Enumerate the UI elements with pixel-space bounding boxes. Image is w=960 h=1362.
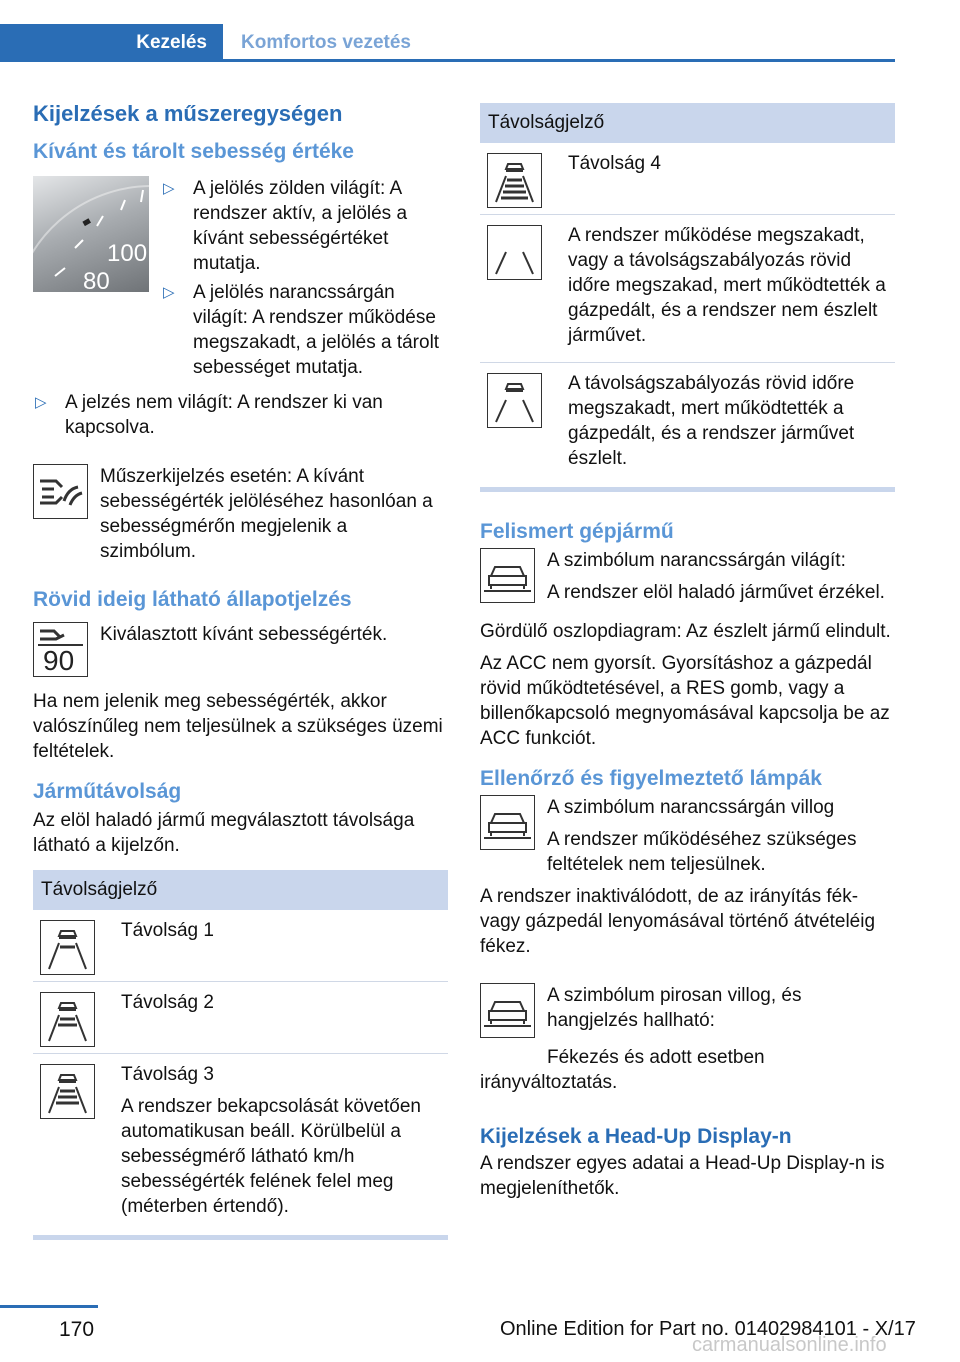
distance-3-icon [40, 1064, 95, 1119]
table-header: Távolságjelző [488, 112, 605, 133]
table-cell: A távolságszabályozás rövid időre megszakadt, mert működtették a gázpedált, és a rendszer járművet észlelt. [568, 373, 855, 469]
gauge-label-100: 100 [107, 240, 148, 267]
status-icon-text: Kiválasztott kívánt sebességérték. [100, 624, 388, 645]
lamp-text: A rendszer működéséhez szükséges feltételek nem teljesülnek. [547, 829, 857, 875]
distance-4-icon [487, 153, 542, 208]
speedometer-image [33, 176, 149, 292]
table-row [33, 1054, 448, 1234]
cluster-symbol-row [33, 464, 448, 564]
off-bullet [33, 390, 448, 440]
detected-vehicle-icon [480, 548, 535, 603]
section-heading-hud: Kijelzések a Head-Up Display-n [480, 1125, 792, 1148]
vehicle-row [480, 548, 895, 605]
status-paragraph: Ha nem jelenik meg sebességérték, akkor valószínűleg nem teljesülnek a szükséges üzemi feltételek. [33, 691, 443, 762]
table-cell: Távolság 1 [121, 920, 214, 941]
paragraph: A rendszer egyes adatai a Head-Up Display-n is megjeleníthetők. [480, 1153, 885, 1199]
selected-speed-icon [33, 622, 88, 677]
right-column [480, 103, 895, 1201]
acc-cluster-icon [33, 464, 88, 519]
lamp-row-1 [480, 795, 895, 877]
lamp-row-2 [480, 983, 895, 1038]
header-tabbar [0, 24, 895, 62]
section-heading-distance: Járműtávolság [33, 780, 182, 803]
status-row [33, 622, 448, 677]
table-cell: Távolság 3 [121, 1064, 214, 1085]
distance-table-right [480, 103, 895, 485]
table-row [480, 363, 895, 486]
lamp-text: A szimbólum narancssárgán villog [547, 797, 835, 818]
vehicle-text: A szimbólum narancssárgán világít: [547, 550, 846, 571]
cluster-symbol-text: Műszerkijelzés esetén: A kívánt sebességérték jelöléséhez hasonlóan a sebességmérőn megjelenik a szimbólum. [100, 466, 433, 562]
section-heading-lamps: Ellenőrző és figyelmeztető lámpák [480, 767, 822, 790]
page-number: 170 [59, 1318, 95, 1341]
left-column [33, 100, 448, 1240]
distance-paragraph: Az elöl haladó jármű megválasztott távolsága látható a kijelzőn. [33, 810, 415, 856]
vehicle-warning-red-icon [480, 983, 535, 1038]
table-cell: A rendszer bekapcsolását követően automatikusan beáll. Körülbelül a sebességmérő látható km/h sebességérték felének felel meg (méterben értendő). [121, 1096, 421, 1217]
gauge-bullets [161, 176, 448, 380]
paragraph: Gördülő oszlopdiagram: Az észlelt jármű elindult. [480, 621, 891, 642]
footer-edition: Online Edition for Part no. 01402984101 - X/17 [500, 1318, 916, 1340]
vehicle-warning-orange-icon [480, 795, 535, 850]
list-item: ▷ A jelölés zölden világít: A rendszer aktív, a jelölés a kívánt sebességértéket mutatja. [161, 176, 448, 276]
section-heading-vehicle: Felismert gépjármű [480, 520, 674, 543]
table-header: Távolságjelző [41, 879, 158, 900]
paragraph: A rendszer inaktiválódott, de az irányítás fék- vagy gázpedál lenyomásával történő átvételéig fékez. [480, 886, 876, 957]
table-cell: Távolság 2 [121, 992, 214, 1013]
paragraph: Az ACC nem gyorsít. Gyorsításhoz a gázpedál rövid működtetésével, a RES gomb, vagy a billenőkapcsoló megnyomásával kapcsolja be az ACC funkciót. [480, 653, 890, 749]
page-number-line [0, 1305, 98, 1308]
table-row [33, 982, 448, 1054]
table-row [480, 215, 895, 363]
lamp-text: Fékezés és adott esetben irányváltoztatás. [480, 1047, 765, 1093]
table-end-bar [33, 1235, 448, 1240]
gauge-row [33, 176, 448, 380]
distance-1-icon [40, 920, 95, 975]
tab-kezeles[interactable]: Kezelés [0, 24, 223, 62]
distance-interrupted-icon [487, 225, 542, 280]
table-end-bar [480, 487, 895, 492]
vehicle-text: A rendszer elöl haladó járművet érzékel. [547, 582, 885, 603]
tab-komfortos-vezetes[interactable]: Komfortos vezetés [241, 32, 411, 53]
table-row [33, 910, 448, 982]
table-cell: Távolság 4 [568, 153, 661, 174]
distance-table-left [33, 870, 448, 1233]
table-cell: A rendszer működése megszakadt, vagy a távolságszabályozás rövid időre megszakad, mert működtették a gázpedált, és a rendszer nem észlelt járművet. [568, 225, 886, 346]
section-heading-status: Rövid ideig látható állapotjelzés [33, 588, 352, 611]
gauge-label-80: 80 [83, 268, 110, 292]
list-item: ▷ A jelölés narancssárgán világít: A rendszer működése megszakadt, a jelölés a tárolt sebességet mutatja. [161, 280, 448, 380]
lamp-text: A szimbólum pirosan villog, és hangjelzés hallható: [547, 985, 802, 1031]
distance-2-icon [40, 992, 95, 1047]
distance-interrupted-vehicle-icon [487, 373, 542, 428]
selected-speed-value: 90 [43, 645, 75, 676]
table-row [480, 143, 895, 215]
section-heading-speed: Kívánt és tárolt sebesség értéke [33, 140, 354, 163]
page-title: Kijelzések a műszeregységen [33, 101, 343, 126]
watermark: carmanualsonline.info [692, 1334, 887, 1356]
list-item: ▷ A jelzés nem világít: A rendszer ki van kapcsolva. [33, 390, 448, 440]
